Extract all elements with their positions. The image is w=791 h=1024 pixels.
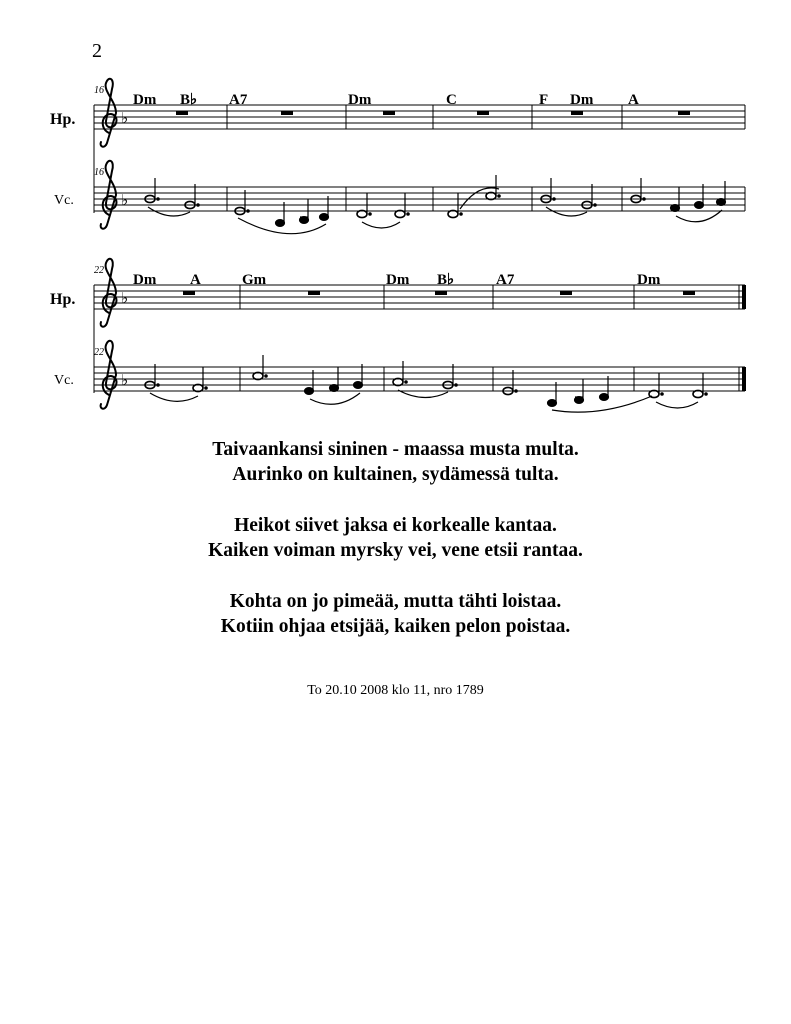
- chord-symbol: F: [539, 92, 549, 108]
- lyrics-line: Kohta on jo pimeää, mutta tähti loistaa.: [229, 591, 562, 612]
- chord-symbol: Dm: [133, 92, 157, 108]
- music-score: [0, 0, 791, 430]
- measure-number: 22: [94, 265, 104, 276]
- system-2: [50, 259, 746, 412]
- lyrics-line: Kotiin ohjaa etsijää, kaiken pelon poistaa.: [220, 616, 571, 637]
- chord-symbol: Dm: [133, 272, 157, 288]
- harp-staff: [94, 105, 745, 213]
- cello-staff: [94, 367, 746, 391]
- chord-symbol: A7: [229, 92, 248, 108]
- cello-staff: [94, 187, 745, 211]
- measure-number: 16: [94, 167, 104, 178]
- flat-key-signature-icon: ♭: [121, 191, 129, 209]
- cello-notes: [145, 355, 707, 412]
- instrument-label-cello: Vc.: [54, 193, 74, 208]
- page-number: 2: [92, 40, 102, 62]
- lyrics-line: Taivaankansi sininen - maassa musta multa.: [212, 439, 579, 460]
- chord-symbol: Dm: [348, 92, 372, 108]
- chord-symbol: Gm: [242, 272, 267, 288]
- lyrics-stanza: [0, 513, 791, 563]
- lyrics-line: Aurinko on kultainen, sydämessä tulta.: [232, 464, 559, 485]
- flat-key-signature-icon: ♭: [121, 289, 129, 307]
- chord-symbol: Dm: [386, 272, 410, 288]
- measure-number: 22: [94, 347, 104, 358]
- instrument-label-cello: Vc.: [54, 373, 74, 388]
- harp-staff: [94, 285, 746, 393]
- footer-note: To 20.10 2008 klo 11, nro 1789: [307, 683, 484, 698]
- lyrics-stanza: [0, 437, 791, 487]
- chord-symbol: C: [446, 92, 457, 108]
- cello-notes: [145, 175, 726, 234]
- chord-symbol: B♭: [437, 272, 455, 288]
- flat-key-signature-icon: ♭: [121, 371, 129, 389]
- chord-symbol: A7: [496, 272, 515, 288]
- chord-symbol: B♭: [180, 92, 198, 108]
- chord-symbol: Dm: [570, 92, 594, 108]
- measure-number: 16: [94, 85, 104, 96]
- system-1: [50, 79, 745, 234]
- lyrics-line: Kaiken voiman myrsky vei, vene etsii rantaa.: [208, 540, 583, 561]
- lyrics-line: Heikot siivet jaksa ei korkealle kantaa.: [234, 515, 557, 536]
- whole-rests: [183, 291, 695, 295]
- chord-symbol: A: [628, 92, 639, 108]
- instrument-label-harp: Hp.: [50, 291, 76, 308]
- instrument-label-harp: Hp.: [50, 111, 76, 128]
- lyrics-block: [0, 437, 791, 665]
- chord-symbol: A: [190, 272, 201, 288]
- chord-symbol: Dm: [637, 272, 661, 288]
- lyrics-stanza: [0, 589, 791, 639]
- flat-key-signature-icon: ♭: [121, 109, 129, 127]
